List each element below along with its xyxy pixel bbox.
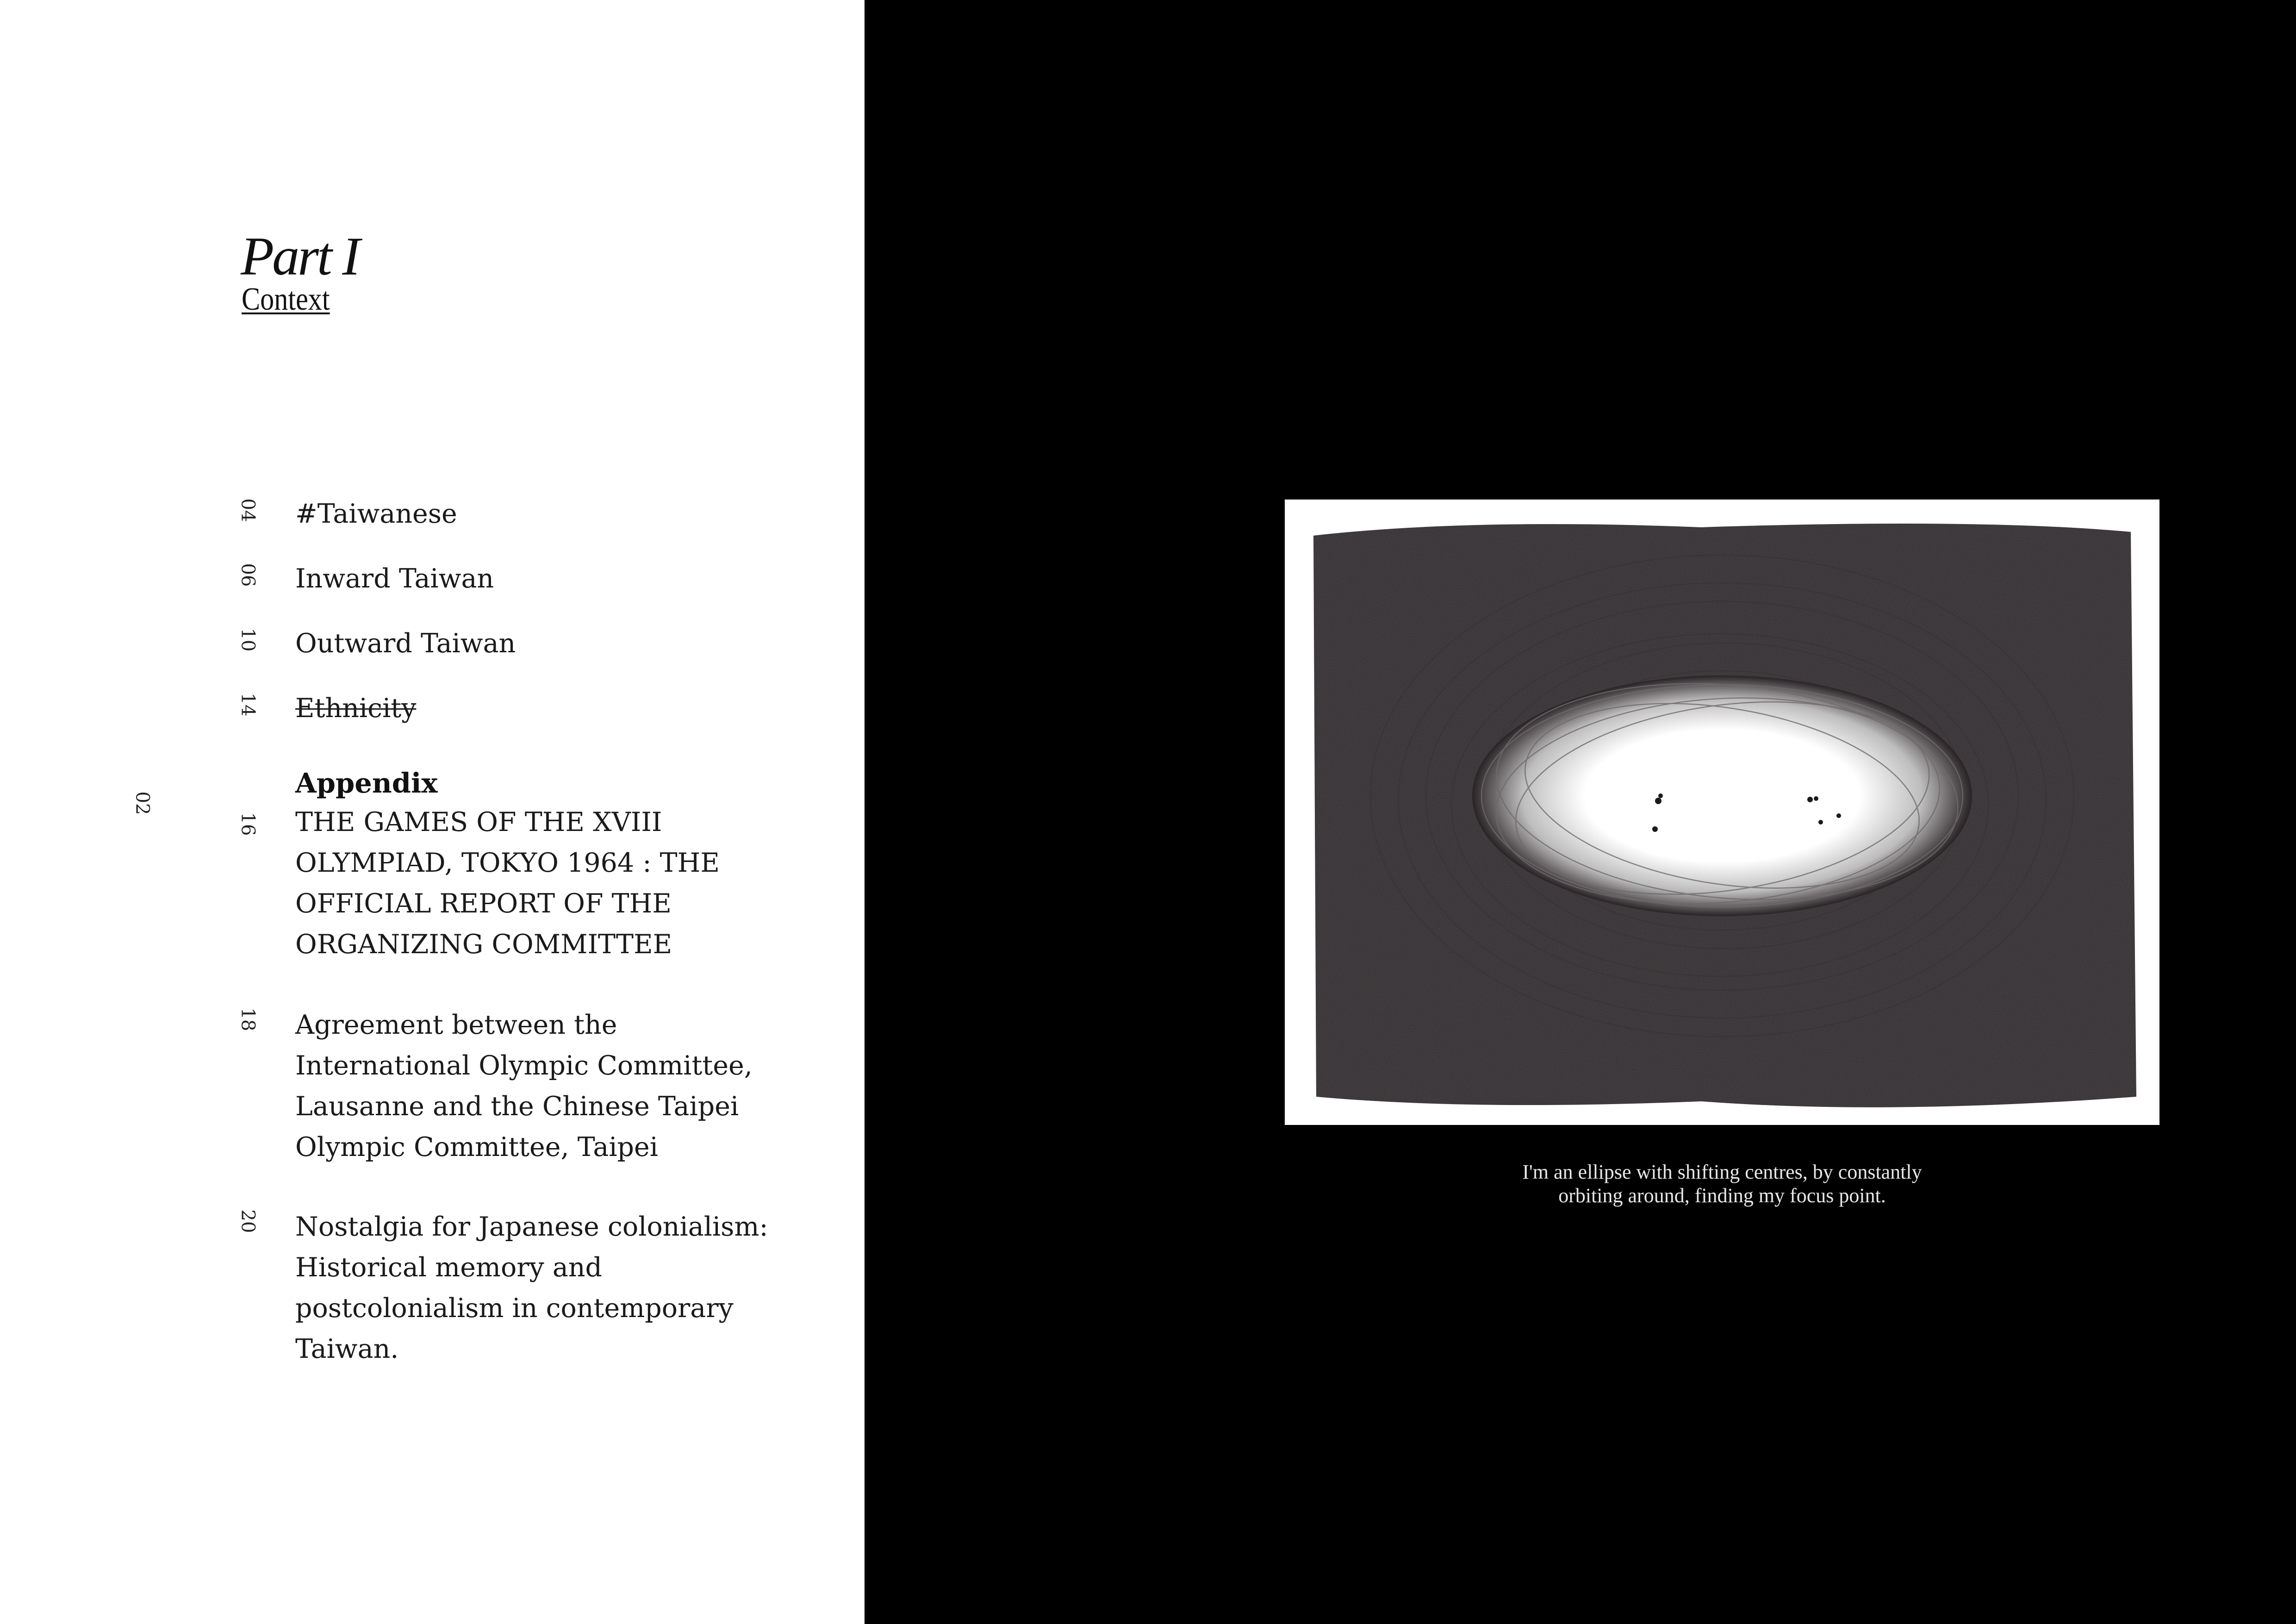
pencil-ellipse-sketch-icon xyxy=(1285,500,2159,1125)
toc-title: Nostalgia for Japanese colonialism: Historical memory and postcolonialism in contemporary Taiwan. xyxy=(295,1212,768,1364)
left-page xyxy=(0,0,865,1624)
part-subtitle: Context xyxy=(242,281,330,317)
toc-title: #Taiwanese xyxy=(295,499,457,529)
toc-title-struck: Ethnicity xyxy=(295,693,417,724)
toc-title: Outward Taiwan xyxy=(295,628,516,659)
toc-title: Inward Taiwan xyxy=(295,563,494,594)
toc-page-number: 06 xyxy=(237,563,259,587)
toc-page-number: 14 xyxy=(237,693,259,717)
toc-title: THE GAMES OF THE XVIII OLYMPIAD, TOKYO 1964 : THE OFFICIAL REPORT OF THE ORGANIZING COMMITTEE xyxy=(295,807,720,960)
page-number: 02 xyxy=(131,791,153,815)
toc-page-number: 04 xyxy=(237,498,259,522)
image-caption: I'm an ellipse with shifting centres, by constantly orbiting around, finding my focus point. xyxy=(1522,1161,1922,1207)
toc-title: Agreement between the International Olympic Committee, Lausanne and the Chinese Taipei Olympic Committee, Taipei xyxy=(295,1010,753,1162)
toc-page-number: 20 xyxy=(237,1209,259,1233)
toc-page-number: 10 xyxy=(237,628,259,652)
toc-page-number: 18 xyxy=(237,1007,259,1031)
part-title: Part I xyxy=(241,226,359,287)
right-page xyxy=(865,0,2296,1624)
toc-page-number: 16 xyxy=(237,812,259,836)
appendix-heading: Appendix xyxy=(295,767,438,799)
